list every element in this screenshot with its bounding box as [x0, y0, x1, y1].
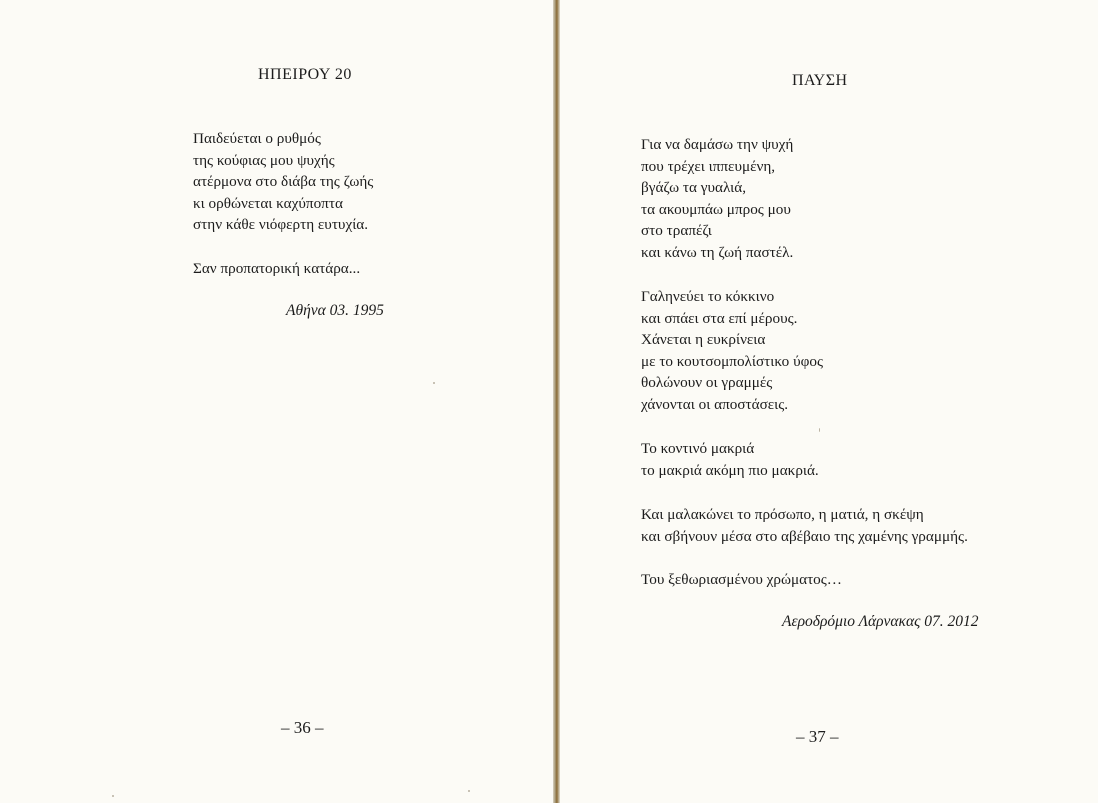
poem-line: Και μαλακώνει το πρόσωπο, η ματιά, η σκέψη — [641, 506, 924, 523]
right-dateline: Αεροδρόμιο Λάρνακας 07. 2012 — [782, 613, 979, 630]
right-stanza-2 — [641, 286, 823, 415]
poem-line: και σβήνουν μέσα στο αβέβαιο της χαμένης γραμμής. — [641, 527, 968, 545]
poem-line: Το κοντινό μακριά — [641, 440, 755, 457]
right-stanza-1 — [641, 134, 793, 263]
right-page-title: ΠΑΥΣΗ — [792, 72, 848, 89]
poem-line: θολώνουν οι γραμμές — [641, 374, 773, 391]
poem-line: Παιδεύεται ο ρυθμός — [193, 130, 321, 147]
poem-line: της κούφιας μου ψυχής — [193, 151, 335, 169]
poem-line: Γαληνεύει το κόκκινο — [641, 288, 775, 305]
poem-line: το μακριά ακόμη πιο μακριά. — [641, 461, 819, 479]
poem-line: Σαν προπατορική κατάρα... — [193, 260, 361, 277]
poem-line: Για να δαμάσω την ψυχή — [641, 136, 794, 153]
poem-line: Του ξεθωριασμένου χρώματος… — [641, 571, 842, 588]
poem-line: κι ορθώνεται καχύποπτα — [193, 194, 343, 212]
right-page — [560, 0, 1098, 803]
poem-line: στην κάθε νιόφερτη ευτυχία. — [193, 216, 369, 233]
right-stanza-4 — [641, 504, 968, 547]
right-stanza-5 — [641, 569, 842, 591]
poem-line: βγάζω τα γυαλιά, — [641, 179, 746, 196]
paper-speck — [433, 382, 435, 384]
left-stanza-2 — [193, 258, 360, 280]
poem-line: χάνονται οι αποστάσεις. — [641, 395, 789, 413]
left-dateline: Αθήνα 03. 1995 — [286, 302, 384, 319]
poem-line: ατέρμονα στο διάβα της ζωής — [193, 173, 374, 190]
paper-speck — [819, 428, 820, 432]
right-page-number: – 37 – — [796, 727, 839, 746]
left-page-number: – 36 – — [281, 718, 324, 737]
poem-line: και σπάει στα επί μέρους. — [641, 309, 798, 327]
poem-line: και κάνω τη ζωή παστέλ. — [641, 243, 794, 261]
right-stanza-3 — [641, 438, 819, 481]
paper-speck — [468, 790, 470, 792]
poem-line: Χάνεται η ευκρίνεια — [641, 331, 766, 348]
poem-line: που τρέχει ιππευμένη, — [641, 157, 776, 175]
poem-line: στο τραπέζι — [641, 222, 712, 239]
poem-line: τα ακουμπάω μπρος μου — [641, 200, 791, 218]
left-stanza-1 — [193, 128, 373, 236]
left-page-title: ΗΠΕΙΡΟΥ 20 — [258, 66, 352, 83]
book-gutter — [553, 0, 560, 803]
poem-line: με το κουτσομπολίστικο ύφος — [641, 352, 823, 370]
paper-speck — [112, 795, 114, 797]
